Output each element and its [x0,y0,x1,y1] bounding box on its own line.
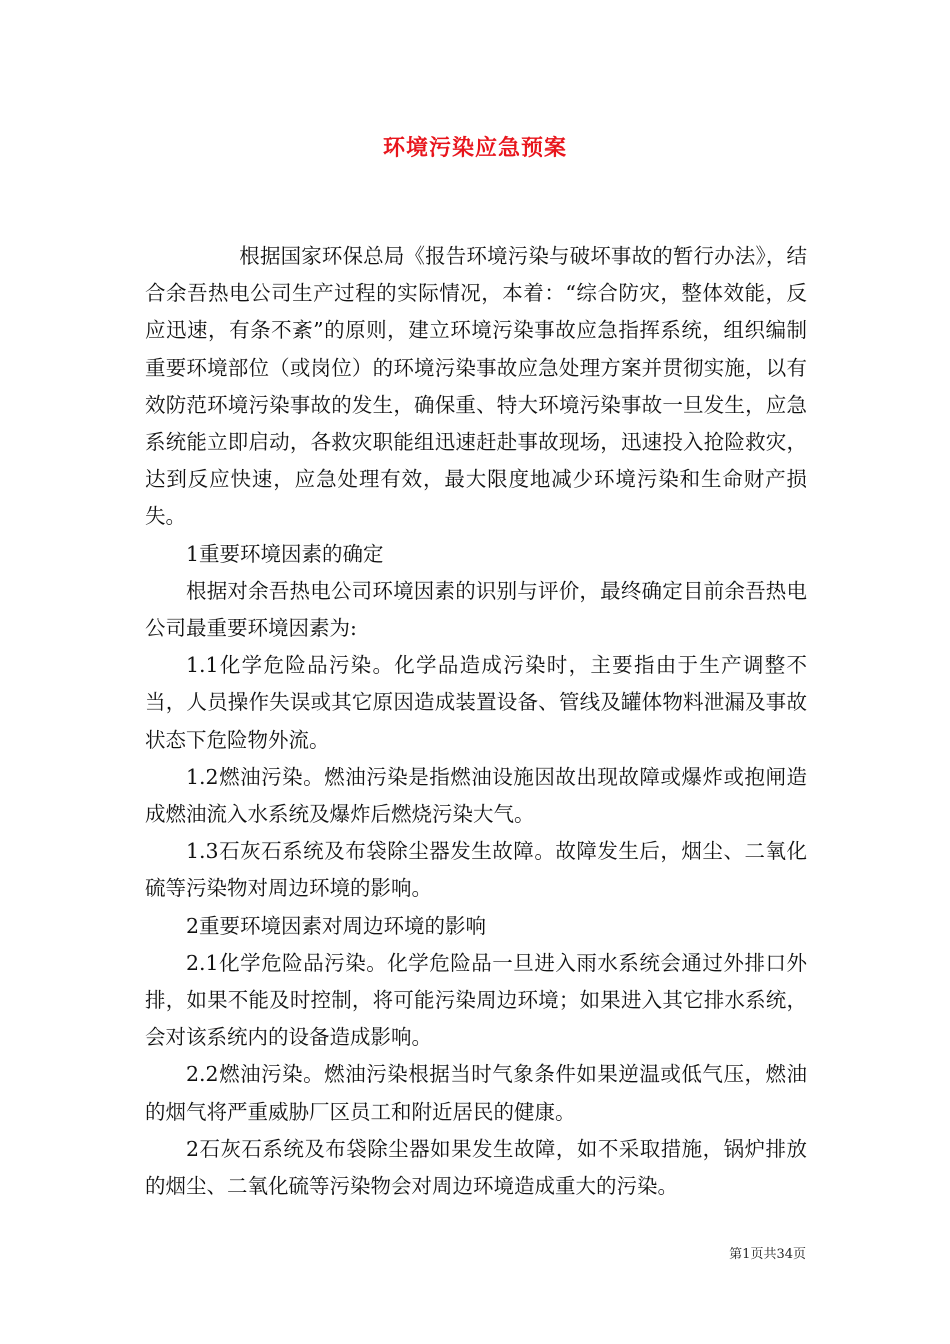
paragraph: 1.2燃油污染。燃油污染是指燃油设施因故出现故障或爆炸或抱闸造成燃油流入水系统及爆炸后燃烧污染大气。 [145,764,807,827]
paragraph: 1.1化学危险品污染。化学品造成污染时，主要指由于生产调整不当，人员操作失误或其它原因造成装置设备、管线及罐体物料泄漏及事故状态下危险物外流。 [145,653,807,752]
section-heading-2: 2重要环境因素对周边环境的影响 [186,913,487,938]
intro-paragraph: 根据国家环保总局《报告环境污染与破坏事故的暂行办法》，结合余吾热电公司生产过程的实际情况，本着：“综合防灾，整体效能，反应迅速，有条不紊”的原则，建立环境污染事故应急指挥系统，组织编制重要环境部位（或岗位）的环境污染事故应急处理方案并贯彻实施，以有效防范环境污染事故的发生，确保重、特大环境污染事故一旦发生，应急系统能立即启动，各救灾职能组迅速赶赴事故现场，迅速投入抢险救灾，达到反应快速，应急处理有效，最大限度地减少环境污染和生命财产损失。 [145,244,807,529]
paragraph: 1.3石灰石系统及布袋除尘器发生故障。故障发生后，烟尘、二氧化硫等污染物对周边环境的影响。 [145,839,807,901]
document-title: 环境污染应急预案 [382,135,567,161]
paragraph: 2.1化学危险品污染。化学危险品一旦进入雨水系统会通过外排口外排，如果不能及时控制，将可能污染周边环境；如果进入其它排水系统，会对该系统内的设备造成影响。 [145,950,807,1050]
section-heading-1: 1重要环境因素的确定 [186,541,384,566]
paragraph: 2石灰石系统及布袋除尘器如果发生故障，如不采取措施，锅炉排放的烟尘、二氧化硫等污染物会对周边环境造成重大的污染。 [145,1136,807,1199]
paragraph: 根据对余吾热电公司环境因素的识别与评价，最终确定目前余吾热电公司最重要环境因素为: [145,578,807,641]
paragraph: 2.2燃油污染。燃油污染根据当时气象条件如果逆温或低气压，燃油的烟气将严重威胁厂区员工和附近居民的健康。 [145,1062,807,1124]
document-body [145,238,807,1205]
page-number-footer: 第1页共34页 [729,1247,806,1262]
